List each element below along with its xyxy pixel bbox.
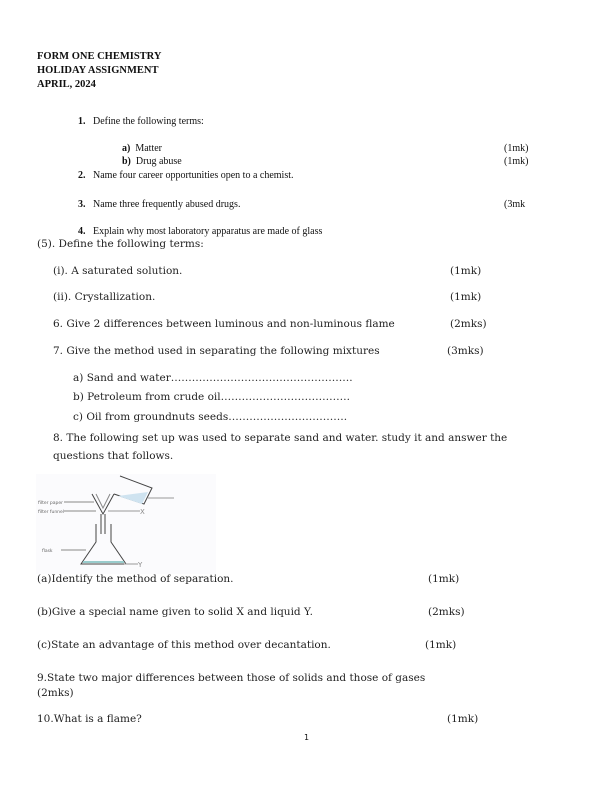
question-1b bbox=[122, 157, 182, 167]
question-1a bbox=[122, 144, 162, 154]
marks: (1mk) bbox=[450, 265, 482, 277]
marks: (3mk bbox=[504, 199, 526, 210]
question-8: 8. The following set up was used to separate sand and water. study it and answer the bbox=[53, 432, 508, 444]
question-1 bbox=[78, 117, 204, 127]
question-2 bbox=[78, 171, 293, 181]
filtration-diagram bbox=[36, 474, 216, 574]
header-subtitle: HOLIDAY ASSIGNMENT bbox=[37, 65, 159, 76]
question-8-cont: questions that follows. bbox=[53, 450, 174, 462]
marks: (3mks) bbox=[447, 345, 484, 357]
q-text: Name four career opportunities open to a chemist. bbox=[93, 170, 294, 181]
marks: (2mks) bbox=[450, 318, 487, 330]
question-3 bbox=[78, 200, 240, 210]
marks: (1mk) bbox=[504, 156, 529, 167]
question-9-marks: (2mks) bbox=[37, 687, 74, 699]
question-7: 7. Give the method used in separating the following mixtures bbox=[53, 345, 380, 357]
q-label: a) bbox=[122, 143, 131, 154]
header-title: FORM ONE CHEMISTRY bbox=[37, 51, 162, 62]
question-5i: (i). A saturated solution. bbox=[53, 265, 183, 277]
question-10: 10.What is a flame? bbox=[37, 713, 142, 725]
marks: (1mk) bbox=[428, 573, 460, 585]
q-number: 3. bbox=[78, 199, 86, 210]
label-y: Y bbox=[138, 561, 143, 569]
question-7b: b) Petroleum from crude oil………………………………. bbox=[73, 391, 350, 403]
question-8c: (c)State an advantage of this method over decantation. bbox=[37, 639, 331, 651]
marks: (1mk) bbox=[447, 713, 479, 725]
q-text: Explain why most laboratory apparatus are made of glass bbox=[93, 226, 323, 237]
q-text: Matter bbox=[135, 143, 162, 154]
q-text: Drug abuse bbox=[135, 156, 182, 167]
question-8a: (a)Identify the method of separation. bbox=[37, 573, 234, 585]
question-7c: c) Oil from groundnuts seeds……………………………. bbox=[73, 411, 348, 423]
question-8b: (b)Give a special name given to solid X and liquid Y. bbox=[37, 606, 313, 618]
marks: (1mk) bbox=[450, 291, 482, 303]
question-6: 6. Give 2 differences between luminous and non-luminous flame bbox=[53, 318, 395, 330]
marks: (1mk) bbox=[504, 143, 529, 154]
q-label: b) bbox=[122, 156, 131, 167]
page-number: 1 bbox=[304, 733, 310, 742]
marks: (2mks) bbox=[428, 606, 465, 618]
q-number: 1. bbox=[78, 116, 86, 127]
question-9: 9.State two major differences between those of solids and those of gases bbox=[37, 672, 426, 684]
label-flask: flask bbox=[42, 549, 53, 554]
header-date: APRIL, 2024 bbox=[37, 79, 96, 90]
q-number: 4. bbox=[78, 226, 86, 237]
question-5ii: (ii). Crystallization. bbox=[53, 291, 156, 303]
question-4 bbox=[78, 227, 322, 237]
q-text: Name three frequently abused drugs. bbox=[93, 199, 241, 210]
label-filter-paper: filter paper bbox=[38, 501, 63, 506]
q-text: Define the following terms: bbox=[93, 116, 204, 127]
question-7a: a) Sand and water……………………………………………. bbox=[73, 372, 353, 384]
label-filter-funnel: filter funnel bbox=[38, 510, 65, 515]
label-x: X bbox=[140, 508, 145, 516]
question-5: (5). Define the following terms: bbox=[37, 238, 204, 250]
q-number: 2. bbox=[78, 170, 86, 181]
marks: (1mk) bbox=[425, 639, 457, 651]
